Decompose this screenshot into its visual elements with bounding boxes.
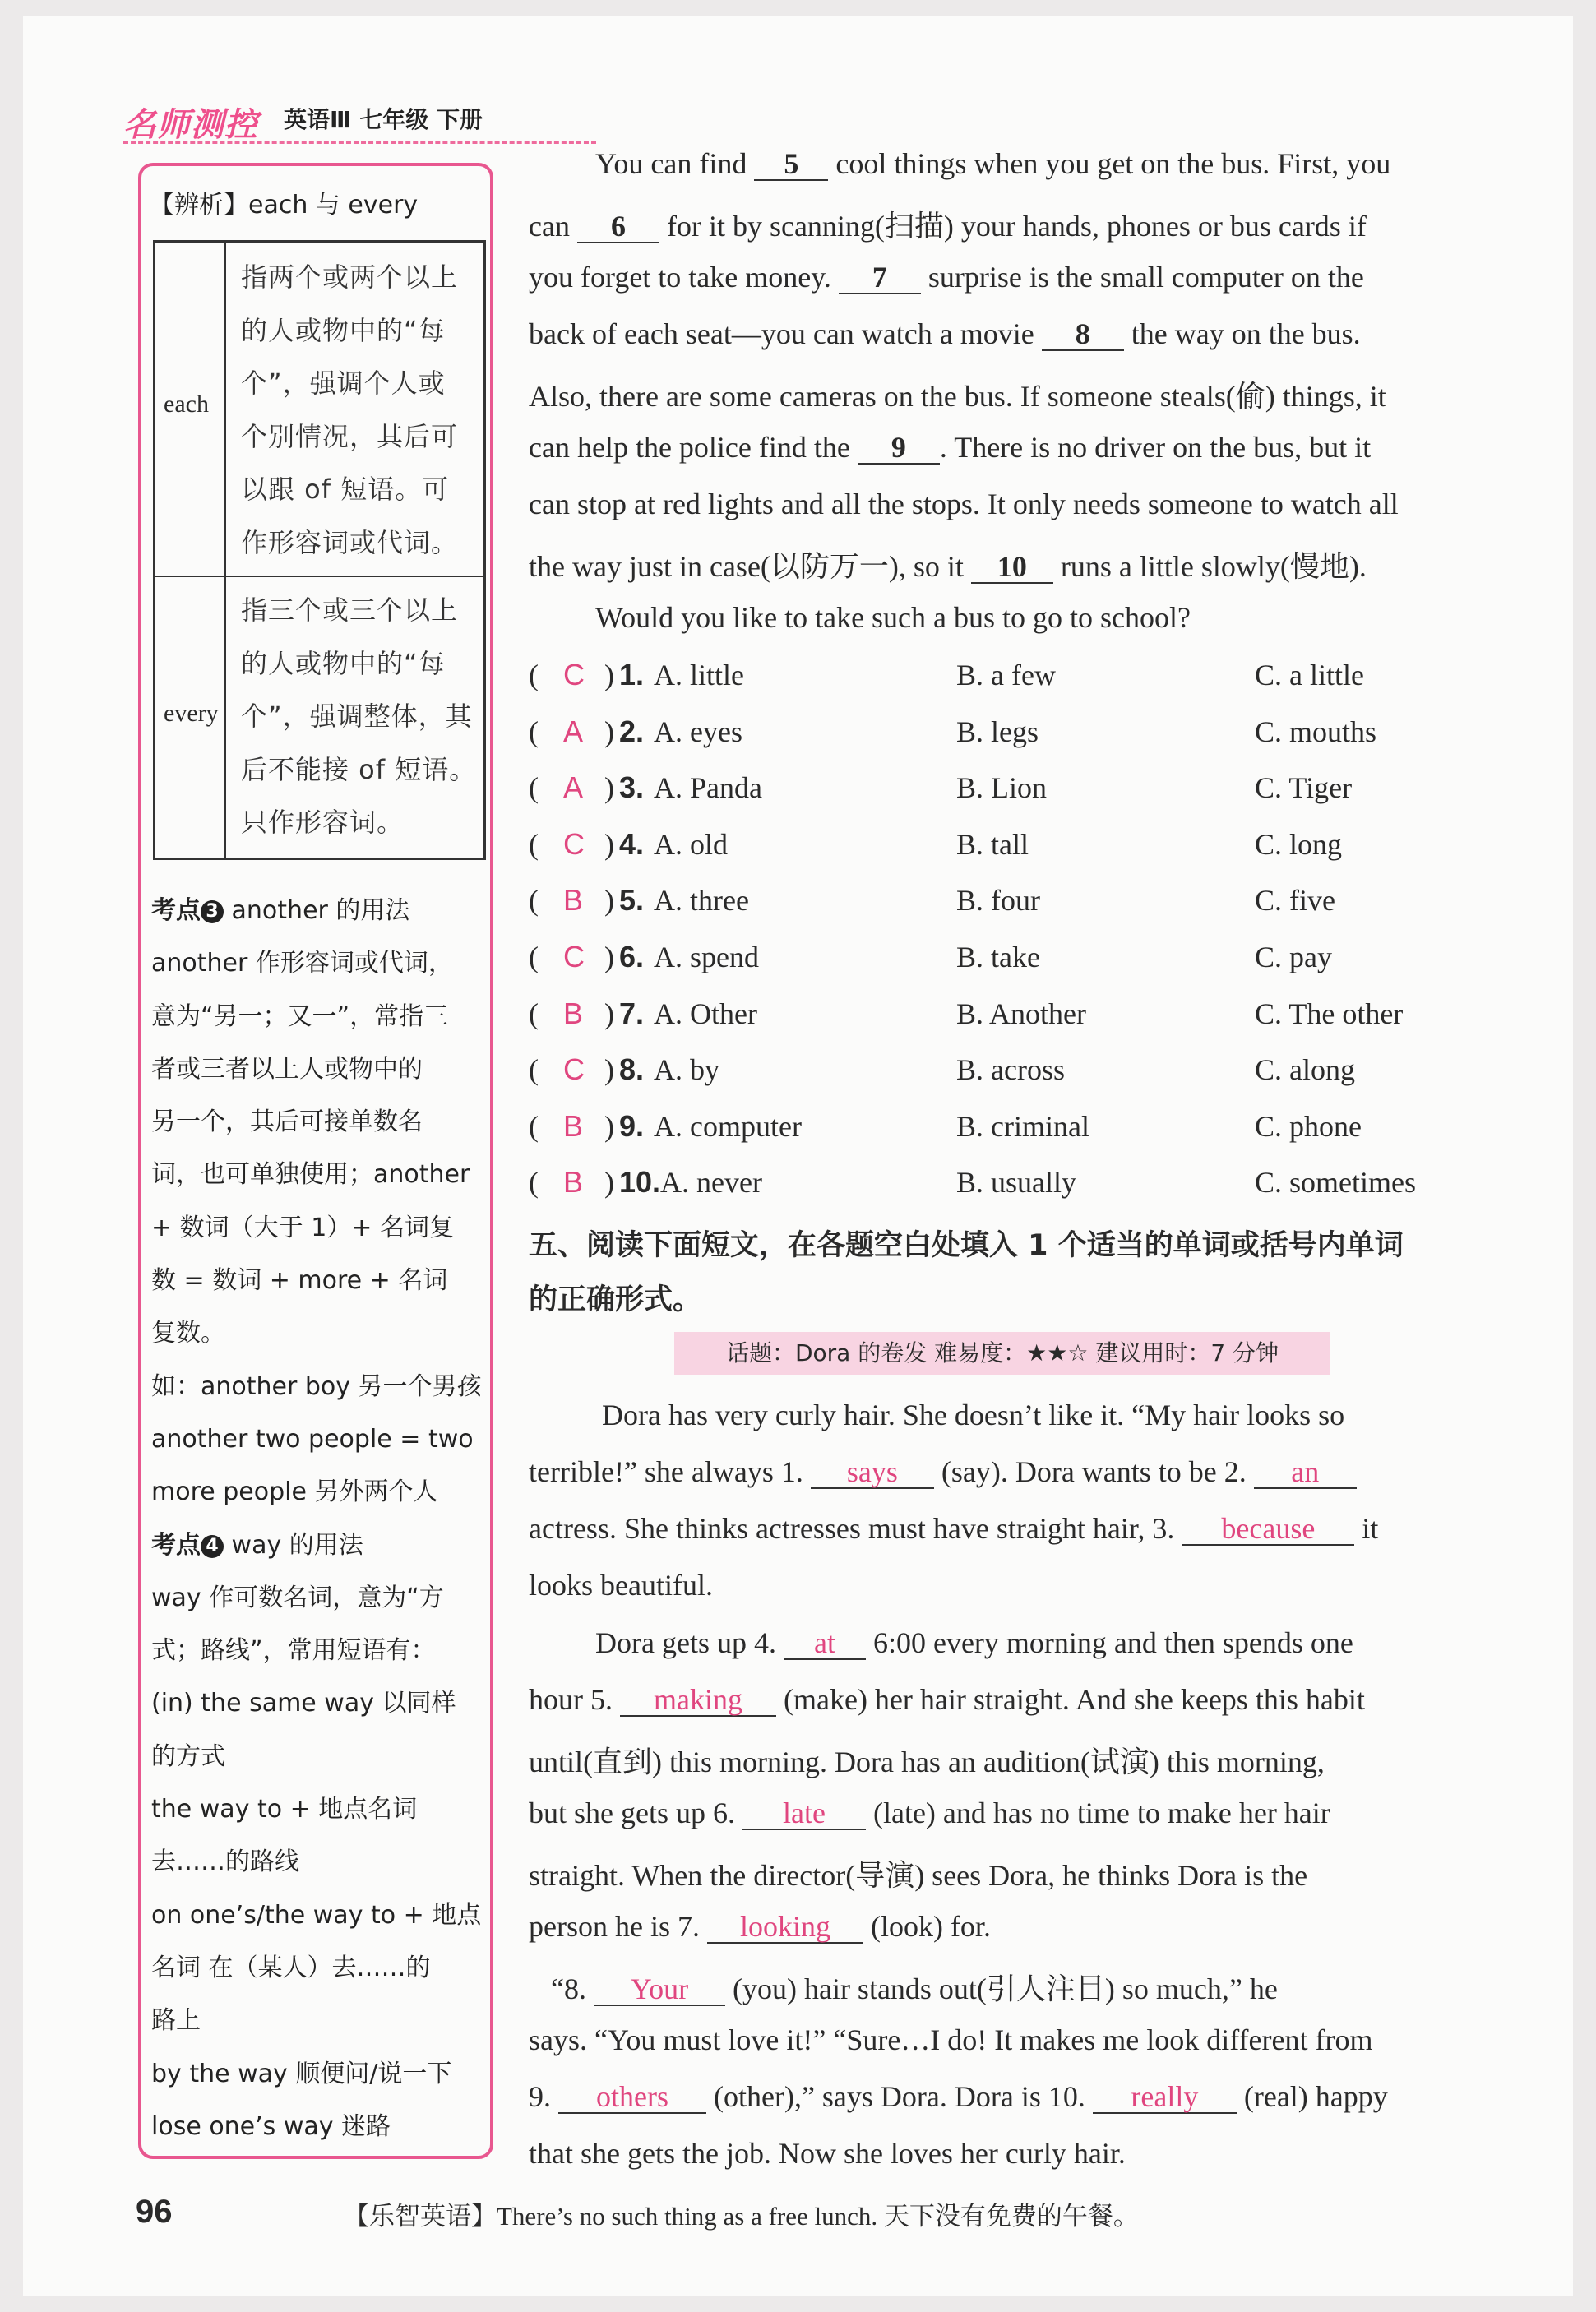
question-number: 2. [619, 714, 645, 748]
cloze-blank: 6 [577, 210, 659, 243]
passage2-line: but she gets up 6. late (late) and has no time to make her hair [529, 1796, 1330, 1829]
answer-blank: because [1182, 1513, 1354, 1546]
bracket-open: ( [529, 827, 539, 861]
section-title: 的正确形式。 [529, 1283, 702, 1316]
answer-blank: others [558, 2081, 706, 2114]
question-row [529, 1052, 1499, 1102]
passage1-line: can 6 for it by scanning(扫描) your hands, phones or bus cards if [529, 210, 1367, 243]
answer-blank: says [811, 1456, 934, 1489]
answer-blank: really [1093, 2081, 1237, 2114]
option-b: B. Another [956, 996, 1086, 1030]
bracket-close: ) [604, 884, 614, 918]
answer-letter: B [563, 1165, 584, 1200]
answer-letter: B [563, 996, 584, 1030]
question-number: 8. [619, 1052, 645, 1087]
passage2-line: Dora has very curly hair. She doesn’t like it. “My hair looks so [602, 1399, 1345, 1431]
answer-blank: looking [707, 1911, 863, 1944]
answer-letter: C [563, 940, 585, 973]
bracket-open: ( [529, 884, 539, 918]
option-b: B. legs [956, 714, 1039, 748]
bracket-open: ( [529, 771, 539, 805]
answer-letter: A [563, 770, 584, 805]
option-c: C. Tiger [1255, 771, 1353, 805]
answer-blank: Your [594, 1973, 725, 2006]
option-b: B. take [956, 941, 1040, 973]
option-c: C. sometimes [1255, 1166, 1416, 1200]
answer-blank: making [620, 1684, 776, 1717]
cloze-blank: 7 [839, 261, 921, 294]
number-badge: 3 [201, 900, 224, 923]
passage1-line: can stop at red lights and all the stops. It only needs someone to watch all [529, 488, 1399, 520]
book-subtitle: 英语Ⅲ 七年级 下册 [284, 106, 483, 133]
answer-blank: late [742, 1797, 866, 1830]
section-title: 五、阅读下面短文，在各题空白处填入 1 个适当的单词或括号内单词 [529, 1229, 1404, 1262]
passage2-line: actress. She thinks actresses must have straight hair, 3. because it [529, 1512, 1379, 1545]
question-row [529, 1165, 1499, 1214]
option-a: A. by [654, 1053, 719, 1087]
passage1-line: back of each seat—you can watch a movie 8 the way on the bus. [529, 317, 1361, 350]
option-b: B. usually [956, 1166, 1077, 1200]
passage2-line: that she gets the job. Now she loves her curly hair. [529, 2137, 1126, 2170]
passage2-line: 9. others (other),” says Dora. Dora is 10. really (real) happy [529, 2080, 1388, 2113]
passage1-line: the way just in case(以防万一), so it 10 runs a little slowly(慢地). [529, 550, 1367, 583]
question-number: 6. [619, 940, 645, 973]
bracket-close: ) [604, 714, 614, 748]
passage1-line: You can find 5 cool things when you get on the bus. First, you [595, 147, 1391, 180]
bracket-open: ( [529, 714, 539, 748]
answer-letter: C [563, 826, 585, 861]
bracket-close: ) [604, 1053, 614, 1087]
table-word: each [164, 391, 209, 418]
option-c: C. mouths [1255, 714, 1377, 748]
question-number: 4. [619, 826, 645, 861]
answer-letter: C [563, 1052, 585, 1087]
footer-quote: 【乐智英语】There’s no such thing as a free lunch. 天下没有免费的午餐。 [344, 2202, 1139, 2231]
bracket-open: ( [529, 1166, 539, 1200]
passage2-line: hour 5. making (make) her hair straight. And she keeps this habit [529, 1683, 1365, 1716]
passage1-line: you forget to take money. 7 surprise is the small computer on the [529, 261, 1364, 294]
question-number: 7. [619, 996, 645, 1030]
header-divider [123, 141, 596, 144]
question-row [529, 770, 1499, 820]
number-badge: 4 [201, 1535, 224, 1558]
option-b: B. tall [956, 827, 1029, 861]
answer-blank: at [784, 1627, 866, 1660]
option-b: B. Lion [956, 771, 1048, 805]
bracket-open: ( [529, 941, 539, 973]
option-a: A. three [654, 884, 749, 918]
passage2-line: Dora gets up 4. at 6:00 every morning and then spends one [595, 1626, 1353, 1659]
question-row [529, 714, 1499, 764]
topic-banner: 话题：Dora 的卷发 难易度：★★☆ 建议用时：7 分钟 [674, 1332, 1330, 1375]
option-a: A. little [654, 659, 744, 691]
passage2-line: “8. Your (you) hair stands out(引人注目) so much,” he [551, 1972, 1278, 2005]
option-c: C. The other [1255, 996, 1404, 1030]
bracket-close: ) [604, 659, 614, 691]
question-row [529, 883, 1499, 932]
passage2-line: says. “You must love it!” “Sure…I do! It makes me look different from [529, 2023, 1373, 2056]
question-number: 1. [619, 658, 645, 691]
answer-letter: B [563, 883, 584, 918]
passage2-line: straight. When the director(导演) sees Dora, he thinks Dora is the [529, 1859, 1308, 1892]
question-row [529, 940, 1499, 989]
passage2-line: looks beautiful. [529, 1569, 713, 1602]
option-c: C. pay [1255, 941, 1332, 973]
brand-logo: 名师测控 [123, 106, 258, 144]
option-b: B. four [956, 884, 1040, 918]
question-number: 10. [619, 1165, 661, 1200]
question-row [529, 658, 1499, 707]
bracket-open: ( [529, 659, 539, 691]
passage1-line: Also, there are some cameras on the bus. If someone steals(偷) things, it [529, 380, 1386, 413]
bracket-close: ) [604, 771, 614, 805]
option-a: A. old [654, 827, 728, 861]
option-a: A. Panda [654, 771, 762, 805]
bracket-close: ) [604, 996, 614, 1030]
passage2-line: terrible!” she always 1. says (say). Dora wants to be 2. an [529, 1454, 1357, 1489]
option-c: C. phone [1255, 1109, 1362, 1143]
table-divider [224, 243, 226, 858]
question-row [529, 827, 1499, 876]
question-number: 9. [619, 1108, 645, 1143]
option-b: B. criminal [956, 1109, 1089, 1143]
answer-letter: C [563, 658, 585, 691]
page-number: 96 [136, 2194, 173, 2230]
each-every-table [153, 240, 486, 860]
option-c: C. a little [1255, 659, 1364, 691]
option-a: A. spend [654, 941, 759, 973]
analysis-title: 【辨析】each 与 every [150, 191, 419, 220]
option-c: C. long [1255, 827, 1343, 861]
question-number: 5. [619, 883, 645, 918]
option-b: B. a few [956, 659, 1056, 691]
option-c: C. five [1255, 884, 1335, 918]
option-a: A. never [660, 1166, 762, 1200]
table-explanation: 指两个或两个以上 的人或物中的“每 个”，强调个人或 个别情况，其后可 以跟 of 短语。可 作形容词或代词。 [241, 261, 459, 558]
option-a: A. computer [654, 1109, 802, 1143]
option-a: A. Other [654, 996, 757, 1030]
cloze-blank: 9 [858, 432, 940, 465]
question-row [529, 1109, 1499, 1158]
option-c: C. along [1255, 1053, 1355, 1087]
question-row [529, 996, 1499, 1046]
bracket-open: ( [529, 1109, 539, 1143]
table-divider [155, 576, 483, 577]
kaodian-3: 考点 3 another 的用法 another 作形容词或代词， 意为“另一；又一”，常指三 者或三者以上人或物中的 另一个，其后可接单数名 词，也可单独使用；another + 数词（大于 1）+ 名词复 数 = 数词 + more + 名词 复数。 如：another boy 另一个男孩 another two people = two more people 另外两个人 考点 4 way 的用法 way 作可数名词，意为“方 式；路线”，常用短语有： (in) the same way 以同样 的方式 the way to + 地点名词 去……的路线 on one’s/the way to + 地点 名词 在（某人）去……的 路上 by the way 顺便问/说一下 lose one’s way 迷路 [151, 896, 482, 2141]
cloze-blank: 5 [754, 148, 828, 181]
question-number: 3. [619, 770, 645, 805]
answer-blank: an [1254, 1456, 1357, 1489]
bracket-close: ) [604, 827, 614, 861]
option-a: A. eyes [654, 714, 742, 748]
answer-letter: B [563, 1108, 584, 1143]
bracket-close: ) [604, 941, 614, 973]
bracket-close: ) [604, 1109, 614, 1143]
passage2-line: person he is 7. looking (look) for. [529, 1910, 991, 1943]
cloze-blank: 8 [1042, 318, 1124, 351]
table-explanation: 指三个或三个以上 的人或物中的“每 个”，强调整体，其 后不能接 of 短语。 只作形容词。 [241, 594, 477, 838]
passage1-line: Would you like to take such a bus to go to school? [595, 601, 1191, 634]
bracket-open: ( [529, 996, 539, 1030]
passage1-line: can help the police find the 9 . There is no driver on the bus, but it [529, 431, 1372, 464]
bracket-close: ) [604, 1166, 614, 1200]
bracket-open: ( [529, 1053, 539, 1087]
answer-letter: A [563, 714, 584, 748]
option-b: B. across [956, 1053, 1065, 1087]
passage2-line: until(直到) this morning. Dora has an audition(试演) this morning, [529, 1746, 1325, 1778]
cloze-blank: 10 [971, 551, 1053, 584]
table-word: every [164, 700, 219, 727]
